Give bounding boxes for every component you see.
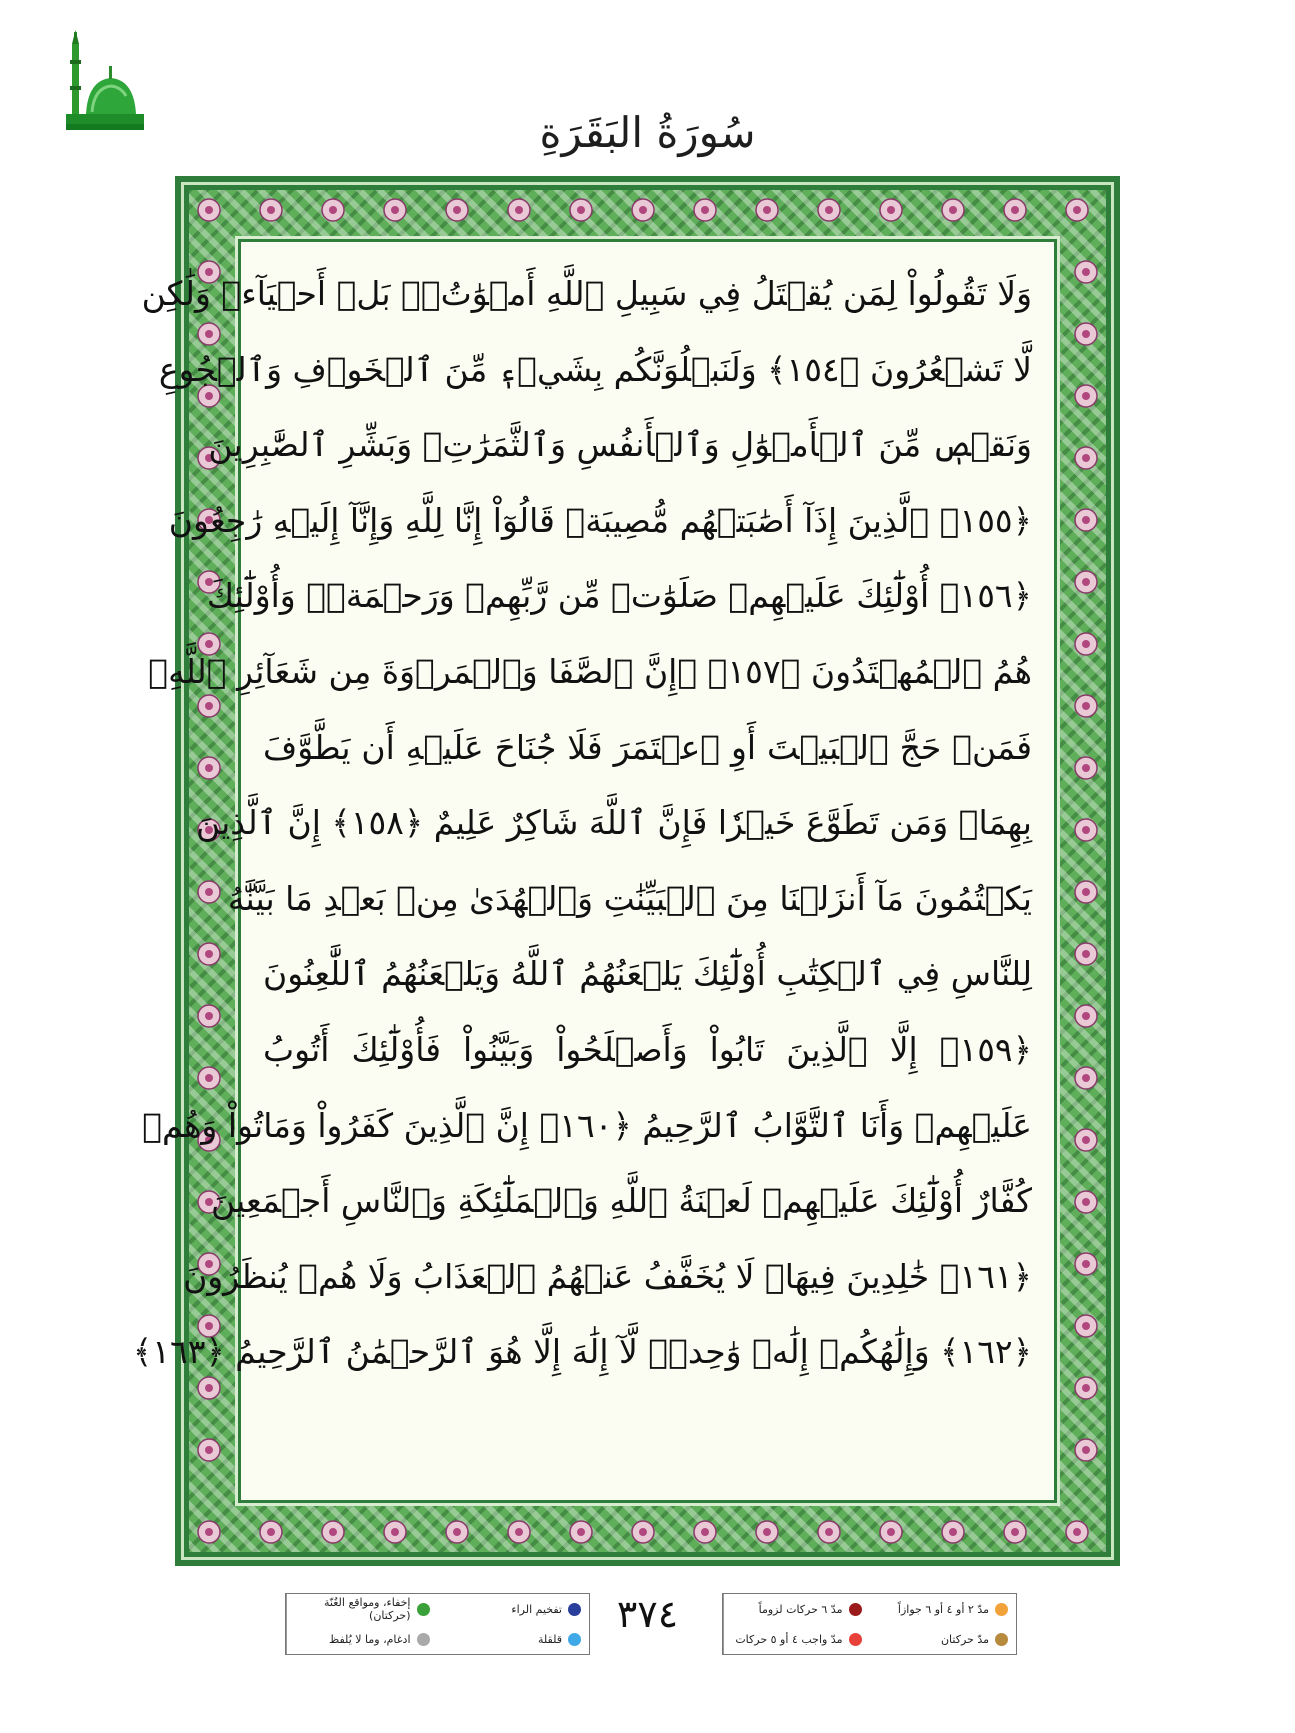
- floral-ornament: [818, 199, 840, 221]
- floral-ornament: [694, 199, 716, 221]
- quran-text-panel: [132, 239, 1057, 1503]
- floral-ornament: [446, 1521, 468, 1543]
- floral-ornament: [198, 1005, 220, 1027]
- verse-line: ﴿١٦٢﴾ وَإِلَٰهُكُمۡ إِلَٰهٞ وَٰحِدٞۖ لَّآ إِلَٰهَ إِلَّا هُوَ ٱلرَّحۡمَٰنُ ٱلرَّحِيمُ ﴿١٦٣﴾: [132, 1332, 1032, 1372]
- floral-ornament: [1075, 819, 1097, 841]
- floral-ornament: [1075, 633, 1097, 655]
- color-dot-icon: [849, 1633, 862, 1646]
- floral-ornament: [1075, 1315, 1097, 1337]
- legend-label: مدّ ٦ حركات لزوماً: [758, 1602, 843, 1616]
- floral-ornament: [570, 199, 592, 221]
- verse-line: هُمُ ٱلۡمُهۡتَدُونَ ﴿١٥٧﴾ ۞إِنَّ ٱلصَّفَا وَٱلۡمَرۡوَةَ مِن شَعَآئِرِ ٱللَّهِۖ: [148, 651, 1032, 691]
- floral-ornament: [260, 1521, 282, 1543]
- legend-label: تفخيم الراء: [511, 1602, 562, 1616]
- color-dot-icon: [995, 1633, 1008, 1646]
- legend-label: إخفاء، ومواقع الغُنّة (حركتان): [324, 1596, 411, 1622]
- floral-ornament: [1075, 1129, 1097, 1151]
- floral-ornament: [1075, 1439, 1097, 1461]
- verse-line: وَلَا تَقُولُواْ لِمَن يُقۡتَلُ فِي سَبِيلِ ٱللَّهِ أَمۡوَٰتُۢۚ بَلۡ أَحۡيَآءٞ وَلَٰكِن: [141, 274, 1032, 313]
- legend-label: مدّ واجب ٤ أو ٥ حركات: [735, 1632, 843, 1646]
- floral-ornament: [260, 199, 282, 221]
- verse-line: عَلَيۡهِمۡ وَأَنَا ٱلتَّوَّابُ ٱلرَّحِيمُ ﴿١٦٠﴾ إِنَّ ٱلَّذِينَ كَفَرُواْ وَمَاتُواْ وَهُمۡ: [142, 1105, 1032, 1145]
- floral-ornament: [198, 881, 220, 903]
- floral-ornament: [322, 199, 344, 221]
- color-dot-icon: [849, 1603, 862, 1616]
- floral-ornament: [880, 1521, 902, 1543]
- legend-item: [870, 1594, 1017, 1624]
- floral-ornament: [1075, 695, 1097, 717]
- floral-ornament: [198, 757, 220, 779]
- floral-ornament: [198, 1439, 220, 1461]
- floral-ornament: [322, 1521, 344, 1543]
- verse-line: لَّا تَشۡعُرُونَ ﴿١٥٤﴾ وَلَنَبۡلُوَنَّكُم بِشَيۡءٖ مِّنَ ٱلۡخَوۡفِ وَٱلۡجُوعِ: [158, 349, 1032, 389]
- floral-ornament: [198, 1067, 220, 1089]
- floral-ornament: [942, 199, 964, 221]
- floral-ornament: [1004, 199, 1026, 221]
- floral-ornament: [570, 1521, 592, 1543]
- floral-ornament: [508, 1521, 530, 1543]
- floral-ornament: [1075, 509, 1097, 531]
- floral-ornament: [384, 199, 406, 221]
- verse-line: ﴿١٥٩﴾ إِلَّا ٱلَّذِينَ تَابُواْ وَأَصۡلَحُواْ وَبَيَّنُواْ فَأُوْلَٰٓئِكَ أَتُوبُ: [263, 1029, 1032, 1069]
- verse-line: ﴿١٥٦﴾ أُوْلَٰٓئِكَ عَلَيۡهِمۡ صَلَوَٰتٞ مِّن رَّبِّهِمۡ وَرَحۡمَةٞۖ وَأُوْلَٰٓئِكَ: [206, 576, 1032, 616]
- floral-ornament: [1075, 943, 1097, 965]
- legend-item: [870, 1624, 1017, 1654]
- legend-label: مدّ ٢ أو ٤ أو ٦ جوازاً: [897, 1602, 989, 1616]
- verse-lines: [132, 256, 1032, 1390]
- color-dot-icon: [995, 1603, 1008, 1616]
- verse-line: ﴿١٦١﴾ خَٰلِدِينَ فِيهَاۖ لَا يُخَفَّفُ عَنۡهُمُ ٱلۡعَذَابُ وَلَا هُمۡ يُنظَرُونَ: [183, 1256, 1032, 1296]
- floral-ornament: [632, 199, 654, 221]
- floral-ornament: [1075, 1377, 1097, 1399]
- legend-label: مدّ حركتان: [940, 1632, 989, 1646]
- legend-item: [723, 1594, 870, 1624]
- page-number: ٣٧٤: [616, 1592, 679, 1636]
- floral-ornament: [1004, 1521, 1026, 1543]
- floral-ornament: [1066, 199, 1088, 221]
- floral-ornament: [1066, 1521, 1088, 1543]
- floral-ornament: [694, 1521, 716, 1543]
- floral-ornament: [942, 1521, 964, 1543]
- floral-ornament: [198, 199, 220, 221]
- legend-item: [723, 1624, 870, 1654]
- floral-ornament: [1075, 757, 1097, 779]
- verse-line: بِهِمَاۚ وَمَن تَطَوَّعَ خَيۡرٗا فَإِنَّ ٱللَّهَ شَاكِرٌ عَلِيمٌ ﴿١٥٨﴾ إِنَّ ٱلَّذِينَ: [195, 803, 1032, 843]
- floral-ornament: [1075, 323, 1097, 345]
- floral-ornament: [1075, 1253, 1097, 1275]
- verse-line: لِلنَّاسِ فِي ٱلۡكِتَٰبِ أُوْلَٰٓئِكَ يَلۡعَنُهُمُ ٱللَّهُ وَيَلۡعَنُهُمُ ٱللَّٰعِنُونَ: [263, 954, 1032, 994]
- floral-ornament: [384, 1521, 406, 1543]
- floral-ornament: [198, 1521, 220, 1543]
- surah-title: سُورَةُ البَقَرَةِ: [539, 108, 756, 157]
- floral-ornament: [756, 199, 778, 221]
- legend-label: قلقلة: [537, 1632, 562, 1646]
- verse-line: يَكۡتُمُونَ مَآ أَنزَلۡنَا مِنَ ٱلۡبَيِّنَٰتِ وَٱلۡهُدَىٰ مِنۢ بَعۡدِ مَا بَيَّنَّٰهُ: [227, 878, 1032, 918]
- floral-ornament: [880, 199, 902, 221]
- floral-ornament: [1075, 571, 1097, 593]
- verse-line: كُفَّارٌ أُوْلَٰٓئِكَ عَلَيۡهِمۡ لَعۡنَةُ ٱللَّهِ وَٱلۡمَلَٰٓئِكَةِ وَٱلنَّاسِ أَجۡمَعِينَ: [210, 1181, 1032, 1221]
- ornamental-border: [132, 176, 1120, 1566]
- floral-ornament: [508, 199, 530, 221]
- floral-ornament: [198, 943, 220, 965]
- verse-line: وَنَقۡصٖ مِّنَ ٱلۡأَمۡوَٰلِ وَٱلۡأَنفُسِ وَٱلثَّمَرَٰتِۗ وَبَشِّرِ ٱلصَّٰبِرِينَ: [208, 425, 1032, 465]
- floral-ornament: [632, 1521, 654, 1543]
- tajweed-legend-right: [722, 1593, 1017, 1655]
- floral-ornament: [1075, 1067, 1097, 1089]
- floral-ornament: [1075, 881, 1097, 903]
- floral-ornament: [756, 1521, 778, 1543]
- floral-ornament: [446, 199, 468, 221]
- legend-label: ادغام، وما لا يُلفظ: [329, 1632, 411, 1646]
- floral-ornament: [1075, 447, 1097, 469]
- floral-ornament: [1075, 261, 1097, 283]
- floral-ornament: [1075, 1005, 1097, 1027]
- floral-ornament: [1075, 385, 1097, 407]
- floral-ornament: [1075, 1191, 1097, 1213]
- verse-line: فَمَنۡ حَجَّ ٱلۡبَيۡتَ أَوِ ٱعۡتَمَرَ فَلَا جُنَاحَ عَلَيۡهِ أَن يَطَّوَّفَ: [263, 727, 1032, 767]
- verse-line: ﴿١٥٥﴾ ٱلَّذِينَ إِذَآ أَصَٰبَتۡهُم مُّصِيبَةٞ قَالُوٓاْ إِنَّا لِلَّهِ وَإِنَّآ إِلَيۡهِ رَٰجِعُونَ: [168, 500, 1032, 540]
- floral-ornament: [818, 1521, 840, 1543]
